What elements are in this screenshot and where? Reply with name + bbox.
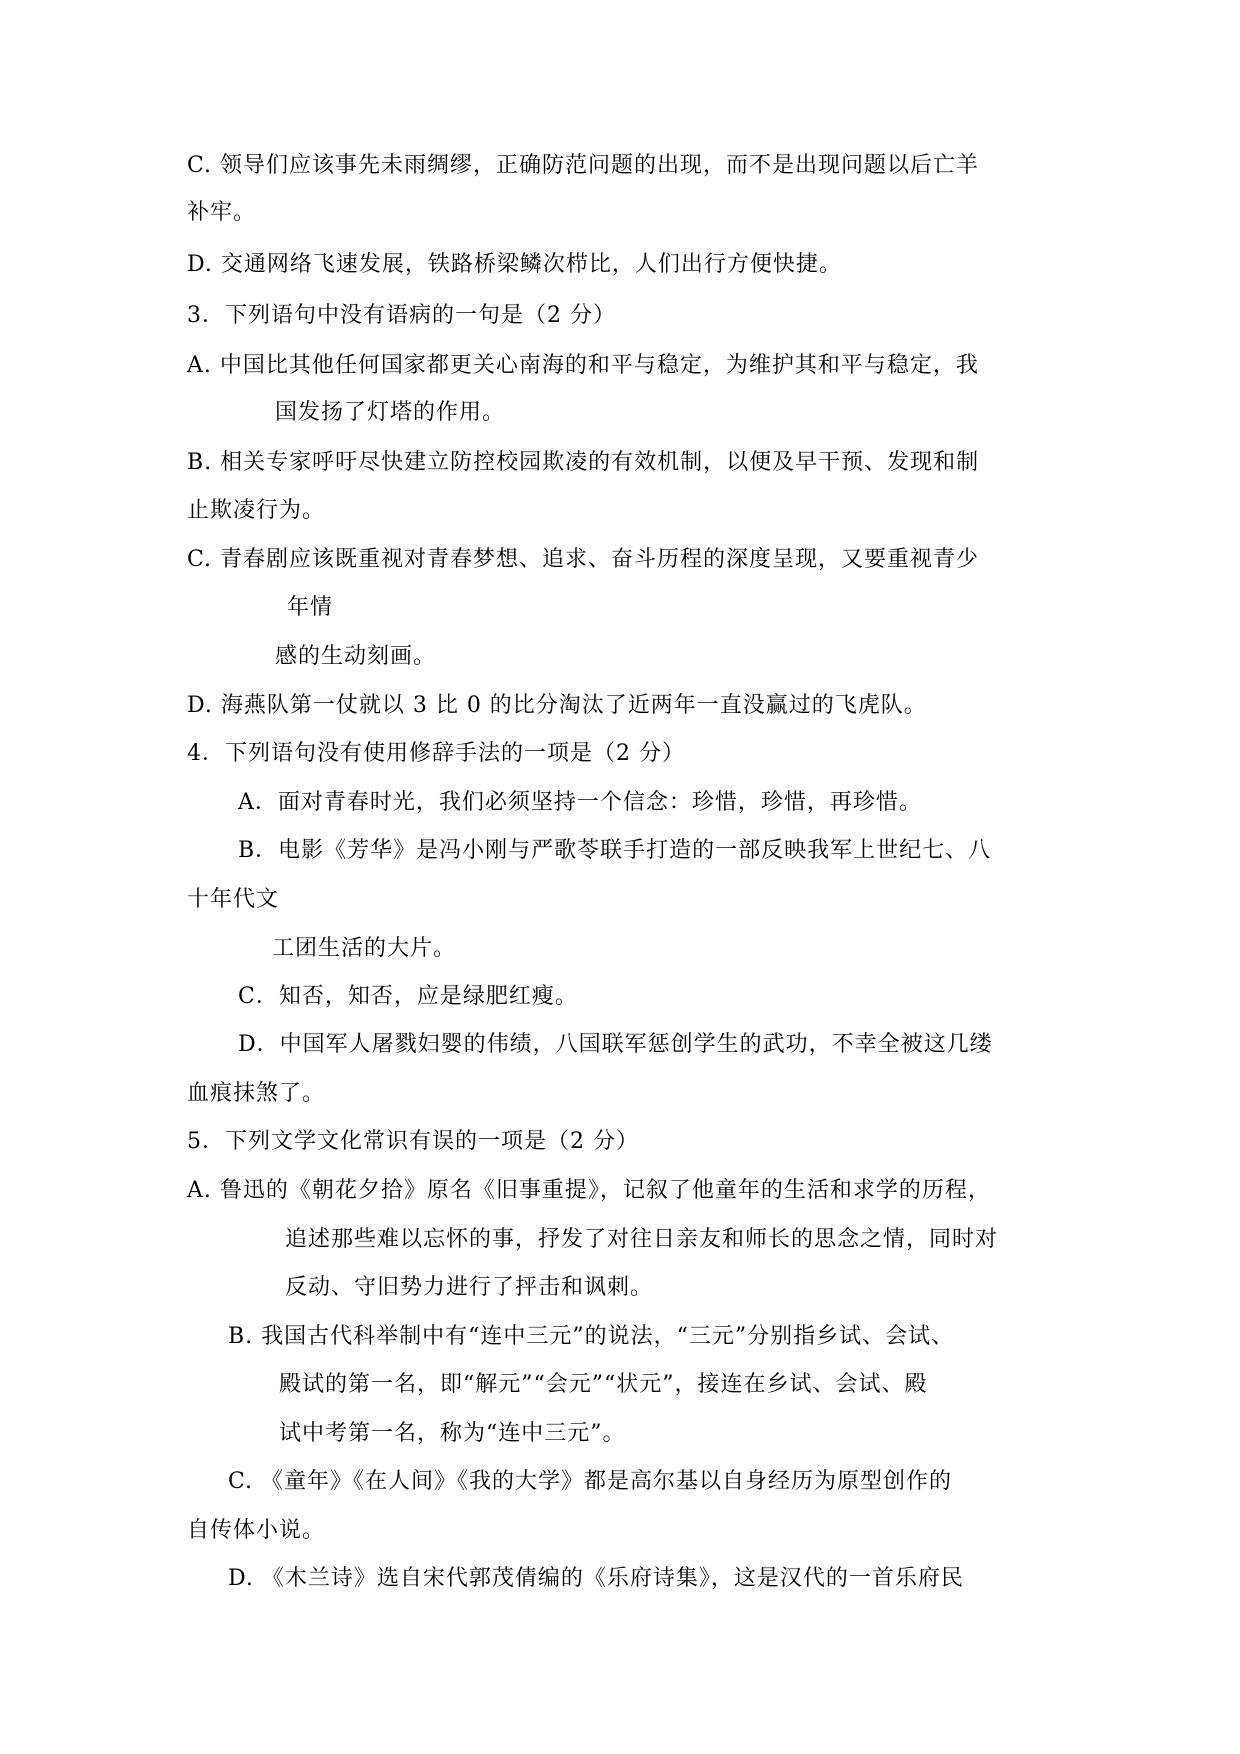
- text-line: A．面对青春时光，我们必须坚持一个信念：珍惜，珍惜，再珍惜。: [238, 790, 922, 815]
- text-line: D. 交通网络飞速发展，铁路桥梁鳞次栉比，人们出行方便快捷。: [187, 252, 842, 277]
- text-line: B. 我国古代科举制中有“连中三元”的说法，“三元”分别指乡试、会试、: [228, 1324, 955, 1349]
- question-3-heading: 3．下列语句中没有语病的一句是（2 分）: [187, 303, 616, 328]
- text-line: C．知否，知否，应是绿肥红瘦。: [238, 984, 578, 1009]
- text-line: 补牢。: [187, 200, 257, 225]
- text-line: D. 海燕队第一仗就以 3 比 0 的比分淘汰了近两年一直没赢过的飞虎队。: [187, 693, 927, 718]
- text-line: 试中考第一名，称为“连中三元”。: [279, 1421, 626, 1446]
- text-line: A. 鲁迅的《朝花夕拾》原名《旧事重提》，记叙了他童年的生活和求学的历程，: [187, 1178, 991, 1203]
- text-line: 自传体小说。: [187, 1518, 326, 1543]
- text-line: 工团生活的大片。: [272, 936, 457, 961]
- text-line: C. 《童年》《在人间》《我的大学》都是高尔基以自身经历为原型创作的: [228, 1469, 953, 1494]
- question-4-heading: 4．下列语句没有使用修辞手法的一项是（2 分）: [187, 741, 685, 766]
- question-5-heading: 5．下列文学文化常识有误的一项是（2 分）: [187, 1129, 639, 1154]
- text-line: 感的生动刻画。: [275, 644, 437, 669]
- text-line: D. 《木兰诗》选自宋代郭茂倩编的《乐府诗集》，这是汉代的一首乐府民: [228, 1566, 964, 1591]
- text-line: C. 青春剧应该既重视对青春梦想、追求、奋斗历程的深度呈现，又要重视青少: [187, 547, 980, 572]
- text-line: 殿试的第一名，即“解元”“会元”“状元”，接连在乡试、会试、殿: [279, 1372, 928, 1397]
- text-line: D．中国军人屠戮妇婴的伟绩，八国联军惩创学生的武功，不幸全被这几缕: [238, 1032, 993, 1057]
- text-line: A. 中国比其他任何国家都更关心南海的和平与稳定，为维护其和平与稳定，我: [187, 353, 979, 378]
- text-line: 血痕抹煞了。: [187, 1081, 326, 1106]
- text-line: C. 领导们应该事先未雨绸缪，正确防范问题的出现，而不是出现问题以后亡羊: [187, 153, 980, 178]
- text-line: 反动、守旧势力进行了抨击和讽刺。: [285, 1275, 654, 1300]
- text-line: 国发扬了灯塔的作用。: [275, 400, 506, 425]
- text-line: B．电影《芳华》是冯小刚与严歌苓联手打造的一部反映我军上世纪七、八: [238, 838, 992, 863]
- text-line: 止欺凌行为。: [187, 498, 326, 523]
- text-line: 十年代文: [187, 887, 280, 912]
- text-line: 追述那些难以忘怀的事，抒发了对往日亲友和师长的思念之情，同时对: [285, 1227, 999, 1252]
- text-line: 年情: [287, 595, 334, 620]
- text-line: B. 相关专家呼吁尽快建立防控校园欺凌的有效机制，以便及早干预、发现和制: [187, 450, 980, 475]
